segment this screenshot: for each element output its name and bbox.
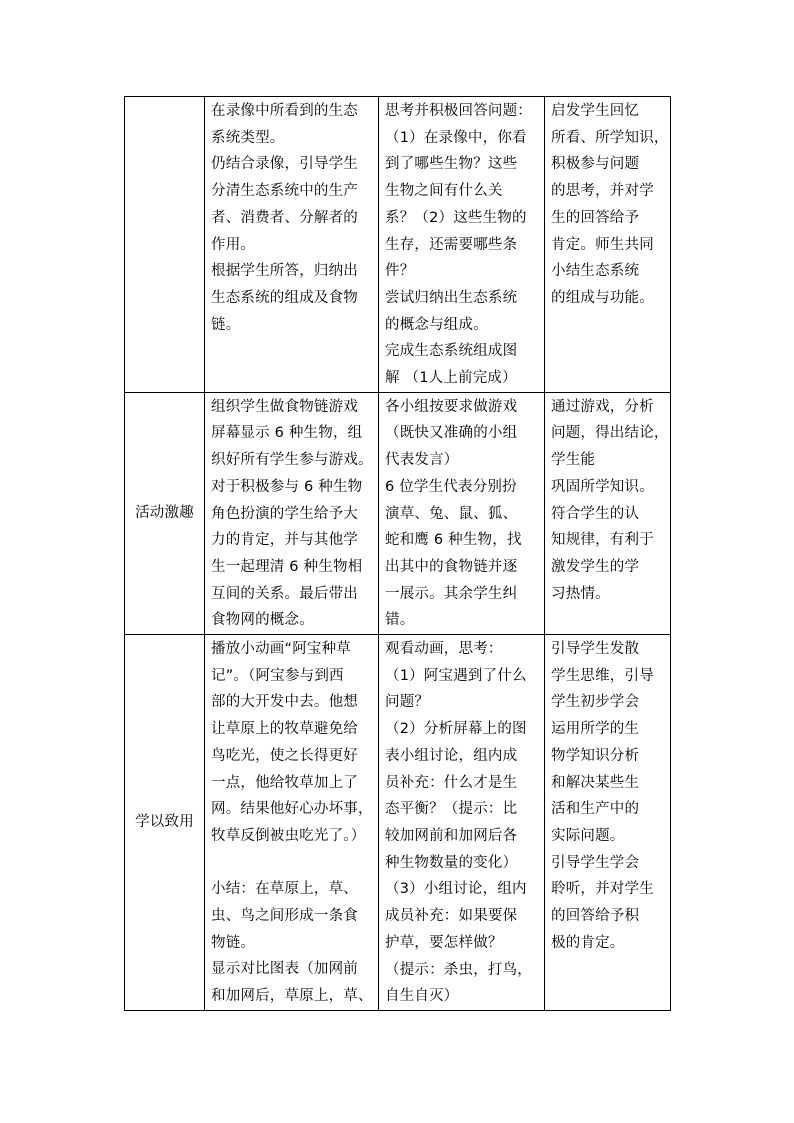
cell-text-line: 观看动画，思考： [385,641,503,658]
cell-text-line: 符合学生的认 [551,505,640,522]
cell-text-line: 种生物数量的变化） [385,854,518,871]
cell-text-line: 对于积极参与 6 种生物 [211,478,363,495]
cell-text-line: 者、消费者、分解者的 [211,209,358,226]
cell-text-line: 思考并积极回答问题： [385,103,532,119]
cell-text-line: 组织学生做食物链游戏 [211,398,358,415]
cell-text-line: 仍结合录像，引导学生 [211,156,358,173]
cell-text-line: 力的肯定，并与其他学 [211,532,358,549]
cell-text-line: 虫、鸟之间形成一条食 [211,908,358,925]
cell-text-line: （1）在录像中，你看 [385,129,527,146]
cell-text-line: 生一起理清 6 种生物相 [211,558,363,575]
cell-text-line: 物链。 [211,934,256,951]
cell-text-line: 在录像中所看到的生态 [211,103,358,119]
cell-text-line: 启发学生回忆 [551,103,640,119]
cell-text-line: （既快又准确的小组 [385,425,518,442]
cell-text-line: 牧草反倒被虫吃光了。） [211,827,366,844]
cell-text-line: 和解决某些生 [551,774,640,791]
cell-text-line: 一点，他给牧草加上了 [211,774,358,791]
cell-text-line: 态平衡？（提示：比 [385,801,518,818]
cell-text-line: 鸟吃光，使之长得更好 [211,747,358,764]
cell-text-line: 演草、兔、鼠、狐、 [385,505,518,522]
section-cell [125,97,205,393]
teacher-activity-cell [205,635,379,1011]
cell-text-line: 知规律，有利于 [551,532,654,549]
cell-text-line: 生的回答给予 [551,209,640,226]
cell-text-line: （提示：杀虫，打鸟， [385,961,532,978]
cell-text-line: 部的大开发中去。他想 [211,694,358,711]
cell-text-line: 角色扮演的学生给予大 [211,505,358,522]
cell-text-line: 积极参与问题 [551,156,640,173]
cell-text-line: 显示对比图表（加网前 [211,961,358,978]
cell-text-line: 活和生产中的 [551,801,640,818]
cell-text-line: 通过游戏，分析 [551,398,654,415]
cell-text-line: 食物网的概念。 [211,612,314,629]
cell-text-line: 问题？ [385,694,430,711]
cell-text-line: 解 （1人上前完成） [385,370,517,387]
cell-text-line: 到了哪些生物？这些 [385,156,518,173]
section-cell: 学以致用 [125,635,205,1011]
cell-text-line: 作用。 [211,236,256,253]
cell-text-line: 生存，还需要哪些条 [385,236,518,253]
cell-text-line: 自生自灭） [385,988,459,1005]
cell-text-line: 代表发言） [385,452,459,469]
cell-text-line: 极的肯定。 [551,934,625,951]
section-cell: 活动激趣 [125,392,205,634]
cell-text-line: 链。 [211,316,241,333]
cell-text-line: 系统类型。 [211,129,285,146]
cell-text-line: 成员补充：如果要保 [385,908,518,925]
cell-text-line: 巩固所学知识。 [551,478,654,495]
cell-text-line: 小结：在草原上，草、 [211,881,358,898]
cell-text-line: 小结生态系统 [551,263,640,280]
cell-text-line: 的组成与功能。 [551,289,654,306]
cell-text-line: 分清生态系统中的生产 [211,183,358,200]
cell-text-line: 学生思维，引导 [551,667,654,684]
cell-text-line: 蛇和鹰 6 种生物，找 [385,532,522,549]
cell-text-line: 的思考，并对学 [551,183,654,200]
cell-text-line: 所看、所学知识， [551,129,669,146]
cell-text-line: 件？ [385,263,415,280]
cell-text-line: 员补充：什么才是生 [385,774,518,791]
design-intent-cell [545,635,671,1011]
design-intent-cell [545,392,671,634]
cell-text-line: 学生初步学会 [551,694,640,711]
cell-text-line: 完成生态系统组成图 [385,343,518,360]
table-row-application [125,635,671,1011]
table-row-activity-interest [125,392,671,634]
cell-text-line: 6 位学生代表分别扮 [385,478,517,495]
cell-text-line [211,850,374,877]
cell-text-line: 织好所有学生参与游戏。 [211,452,373,469]
cell-text-line: 尝试归纳出生态系统 [385,289,518,306]
cell-text-line: （2）分析屏幕上的图 [385,721,527,738]
cell-text-line: 根据学生所答，归纳出 [211,263,358,280]
student-activity-cell [379,392,545,634]
teacher-activity-cell [205,97,379,393]
teacher-activity-cell [205,392,379,634]
cell-text-line: 学生能 [551,452,596,469]
design-intent-cell [545,97,671,393]
cell-text-line: 和加网后，草原上，草、 [211,988,373,1005]
student-activity-cell [379,635,545,1011]
cell-text-line: 肯定。师生共同 [551,236,654,253]
cell-text-line: 互间的关系。最后带出 [211,585,358,602]
cell-text-line: 护草，要怎样做？ [385,934,503,951]
cell-text-line: 运用所学的生 [551,721,640,738]
cell-text-line: （1）阿宝遇到了什么 [385,667,527,684]
cell-text-line: 网。结果他好心办坏事， [211,801,373,818]
cell-text-line: 播放小动画“阿宝种草 [211,641,352,658]
cell-text-line: 聆听，并对学生 [551,881,654,898]
cell-text-line: 出其中的食物链并逐 [385,558,518,575]
cell-text-line: 表小组讨论，组内成 [385,747,518,764]
cell-text-line: 引导学生学会 [551,854,640,871]
table-row-ecosystem [125,97,671,393]
cell-text-line: 各小组按要求做游戏 [385,398,518,415]
cell-text-line: 问题，得出结论， [551,425,669,442]
cell-text-line: 物学知识分析 [551,747,640,764]
cell-text-line: 习热情。 [551,585,610,602]
cell-text-line: 让草原上的牧草避免给 [211,721,358,738]
cell-text-line: 屏幕显示 6 种生物，组 [211,425,363,442]
cell-text-line: 系？（2）这些生物的 [385,209,527,226]
cell-text-line: 的回答给予积 [551,908,640,925]
cell-text-line: 引导学生发散 [551,641,640,658]
cell-text-line: 一展示。其余学生纠 [385,585,518,602]
cell-text-line: 较加网前和加网后各 [385,827,518,844]
cell-text-line: 生态系统的组成及食物 [211,289,358,306]
cell-text-line: 记”。（阿宝参与到西 [211,667,344,684]
cell-text-line: 激发学生的学 [551,558,640,575]
cell-text-line: （3）小组讨论，组内 [385,881,527,898]
lesson-plan-table [124,96,671,1011]
cell-text-line: 生物之间有什么关 [385,183,503,200]
cell-text-line: 实际问题。 [551,827,625,844]
student-activity-cell [379,97,545,393]
cell-text-line: 错。 [385,612,415,629]
cell-text-line: 的概念与组成。 [385,316,488,333]
